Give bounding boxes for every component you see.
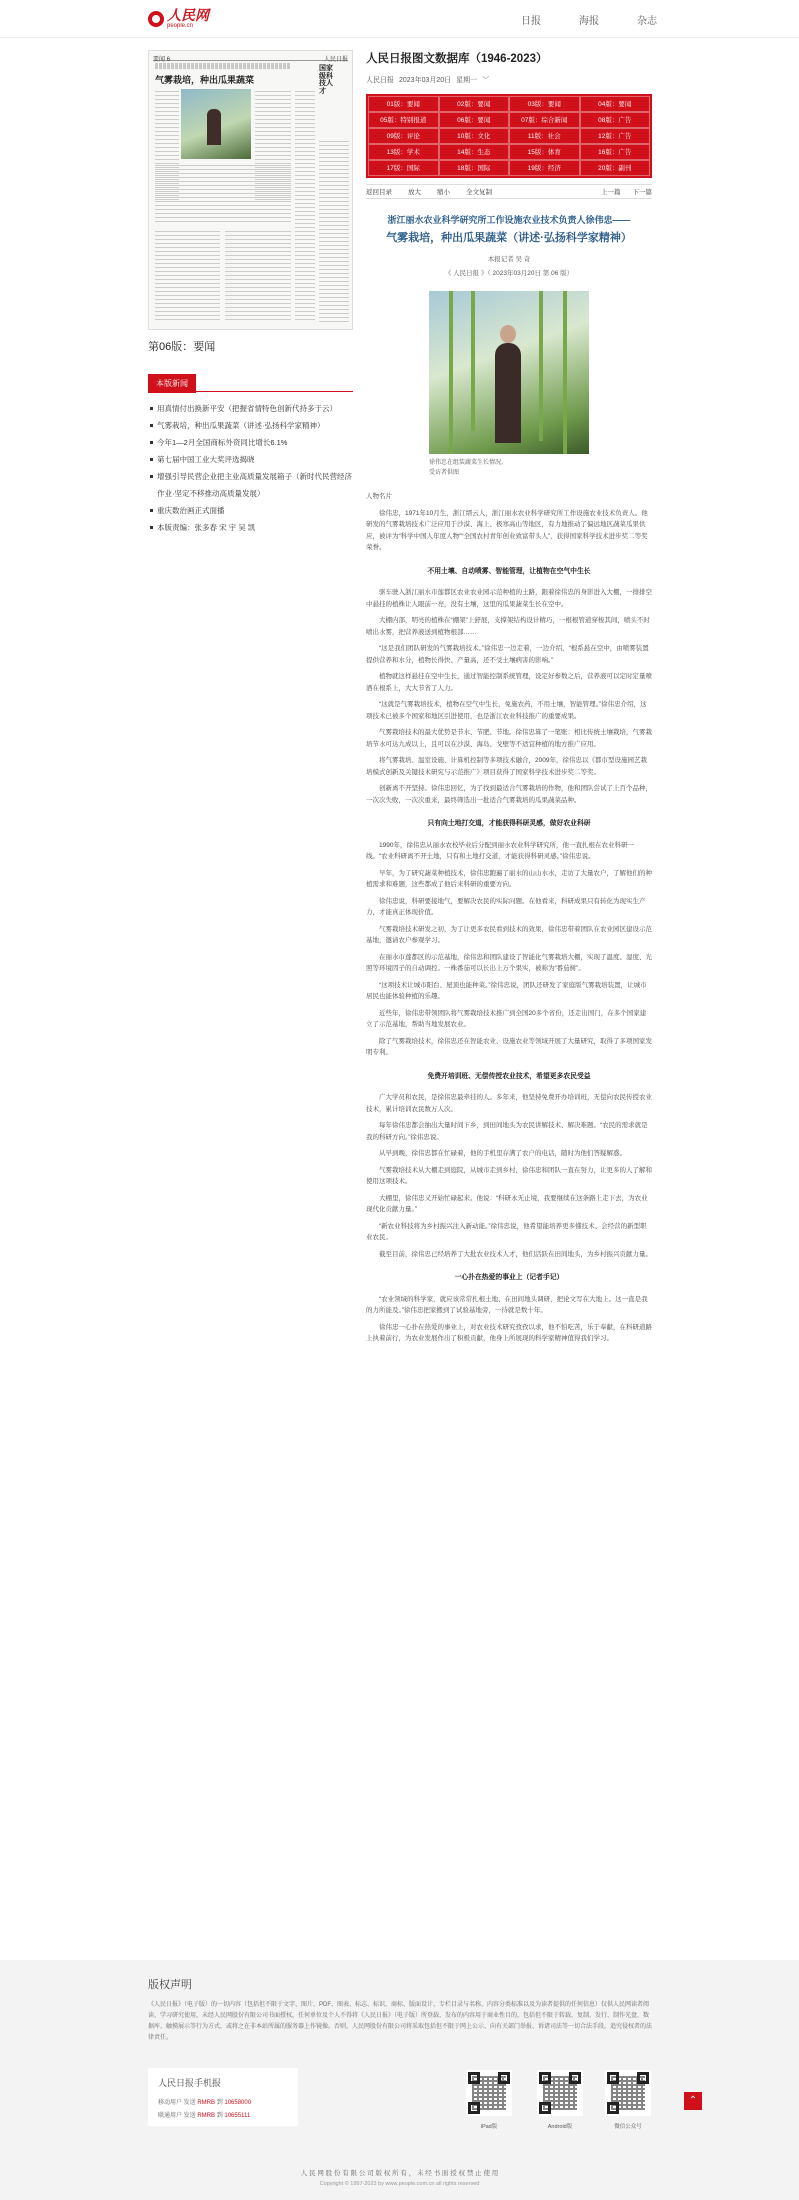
thumbnail-text-block [225,231,291,323]
thumbnail-text-block [295,91,315,321]
carrier-label: 联通用户 发送 [158,2113,196,2119]
edition-link[interactable]: 03版：要闻 [509,96,580,112]
article-subheading: 免费开培训班、无偿传授农业技术，希望更多农民受益 [427,1072,591,1080]
thumbnail-masthead [153,54,348,61]
qr-code-android[interactable] [537,2070,583,2116]
article-link[interactable]: 增强引导民营企业把主业高质量发展箱子（新时代民营经济作业·坚定不移推动高质量发展） [148,468,353,502]
thumbnail-vertical-head: 国家级科技人才 [319,65,333,96]
page-thumbnail[interactable] [148,50,353,330]
edition-link[interactable]: 06版：要闻 [439,112,510,128]
logo-subtext: people.cn [167,23,194,29]
article-paragraph: “新农业科技将为乡村振兴注入新动能。”徐伟忠说，他希望能培养更多懂技术、会经营的新型职业农民。 [366,1222,647,1241]
top-bar [0,0,799,38]
qr-label-wechat: 微信公众号 [614,2124,642,2130]
article-paragraph: “这项技术让城市阳台、屋顶也能种菜。”徐伟忠说，团队还研发了家庭版气雾栽培装置，让城市居民也能体验种植的乐趣。 [366,981,647,1000]
publication-info: 《 人民日报 》（ 2023年03月20日 第 06 版） [444,270,574,277]
thumbnail-paper-name: 人民日报 [323,57,348,63]
article-subheading: 不用土壤、自动喷雾、智能管理，让植物在空气中生长 [427,567,591,575]
edition-link[interactable]: 04版：要闻 [580,96,651,112]
mobile-paper-box [148,2068,298,2126]
editors-line: 本版责编：张多春 宋 宇 吴 凯 [148,519,353,536]
article-paragraph: 1990年，徐伟忠从丽水农校毕业后分配到丽水农业科学研究所，他一直扎根在农业科研一线。“农业科研离不开土地，只有和土地打交道，才能获得科研灵感。”徐伟忠说。 [366,841,634,860]
back-to-index-button[interactable]: 返回目录 [366,189,392,196]
sms-code: RMRB [197,2100,216,2106]
article-paragraph: 创新离不开坚持。徐伟忠回忆，为了找到最适合气雾栽培的作物，他和团队尝试了上百个品种，一次次失败，一次次重来，最终筛选出一批适合气雾栽培的瓜果蔬菜品种。 [366,785,652,804]
article-paragraph: 从早到晚，徐伟忠都在忙碌着，他的手机里存满了农户的电话，随时为他们答疑解惑。 [379,1150,626,1157]
edition-link[interactable]: 14版：生态 [439,144,510,160]
edition-link[interactable]: 08版：广告 [580,112,651,128]
sms-number: 10655111 [224,2113,251,2119]
nav-item-magazine[interactable]: 杂志 [637,16,657,27]
article-heading [366,213,652,245]
copyright-english: Copyright © 1997-2023 by www.people.com.cn all rights reserved [319,2181,480,2187]
qr-code-wechat[interactable] [605,2070,651,2116]
article-paragraph: 每年徐伟忠都会抽出大量时间下乡，到田间地头为农民讲解技术、解决难题。“农民的需求就是我的科研方向。”徐伟忠说。 [366,1122,648,1141]
article-paragraph: 大棚里，徐伟忠又开始忙碌起来。他说：“科研永无止境，我要继续在这条路上走下去，为农业现代化贡献力量。” [366,1194,648,1213]
edition-link[interactable]: 10版：文化 [439,128,510,144]
people-logo[interactable] [148,8,209,30]
sms-number: 10658000 [224,2100,252,2106]
thumbnail-headline: 气雾栽培，种出瓜果蔬菜 [155,75,255,85]
zoom-out-button[interactable]: 缩小 [437,189,450,196]
edition-link[interactable]: 02版：要闻 [439,96,510,112]
article-link[interactable]: 用真情付出换新平安（把握省情特色创新代持多于云） [148,400,353,417]
copyright-text: 《人民日报》（电子版）的一切内容（包括但不限于文字、图片、PDF、图表、标志、标识、商标、版面设计、专栏目录与名称、内容分类标准以及为读者提供的任何信息）仅供人民网读者阅读、学习研究使用，未经人民网股份有限公司书面授权，任何单位及个人不得将《人民日报》（电子版）所登载、发布的内容用于商业性目的，包括但不限于转载、复制、发行、制作光盘、数据库、触摸展示等行为方式，或将之在非本站所属的服务器上作镜像。否则，人民网股份有限公司将采取包括但不限于网上公示、向有关部门举报、诉诸司法等一切合法手段，追究侵权者的法律责任。 [148,2002,653,2041]
edition-link[interactable]: 15版：体育 [509,144,580,160]
article-paragraph: “这是我们团队研发的气雾栽培技术。”徐伟忠一边走着，一边介绍，“根系悬在空中，由喷雾装置提供营养和水分，植物长得快、产量高，还不受土壤病害的影响。” [366,645,649,664]
chevron-down-icon[interactable]: ﹀ [482,77,490,84]
article-paragraph: 植物就这样悬挂在空中生长，通过智能控制系统管理，设定好参数之后，营养液可以定时定量喷洒在根系上，大大节省了人力。 [366,673,652,692]
issue-weekday: 星期一 [456,77,478,84]
article-paragraph: 将气雾栽培、温室设施、计算机控制等多项技术融合，2009年，徐伟忠以《都市型设施园艺栽培模式创新及关键技术研究与示范推广》项目获得了国家科学技术进步奖二等奖。 [366,757,647,776]
article-link[interactable]: 第七届中国工业大奖评选揭晓 [148,451,353,468]
article-paragraph: 徐伟忠说，科研要接地气，要解决农民的实际问题。在他看来，科研成果只有转化为现实生产力，才能真正体现价值。 [366,897,646,916]
article-paragraph: 驱车驶入浙江丽水市莲都区农业农业园示范种植的土路，跟着徐伟忠的身影进入大棚，一排排空中悬挂的植株让人眼前一亮，没有土壤，这里的瓜果蔬菜生长在空中。 [366,589,652,608]
article-paragraph: 除了气雾栽培技术，徐伟忠还在智能农业、设施农业等领域开展了大量研究，取得了多项国家发明专利。 [366,1037,652,1056]
article-paragraph: 气雾栽培技术的最大优势是节水、节肥、节地。徐伟忠算了一笔账：相比传统土壤栽培，气雾栽培节水可达九成以上，且可以在沙漠、海岛、戈壁等不适宜种植的地方推广应用。 [366,729,652,748]
section-tab [148,374,353,392]
edition-link[interactable]: 11版：社会 [509,128,580,144]
article-body [366,491,652,1345]
article-link[interactable]: 重庆数治画正式面播 [148,502,353,519]
qr-label-ipad: iPad版 [480,2124,498,2130]
edition-grid [366,94,652,178]
thumbnail-photo [181,89,251,159]
copy-full-text-button[interactable]: 全文复制 [466,189,492,196]
nav-item-poster[interactable]: 海报 [579,16,599,27]
issue-date: 2023年03月20日 [399,77,452,84]
qr-code-ipad[interactable] [466,2070,512,2116]
photo-vine [539,291,543,441]
edition-link[interactable]: 05版：特别报道 [368,112,439,128]
right-column [366,50,652,1350]
thumbnail-text-block [319,141,349,323]
article-paragraph: 在丽水市莲都区的示范基地，徐伟忠和团队建设了智能化气雾栽培大棚，实现了温度、湿度、光照等环境因子的自动调控。一株番茄可以长出上万个果实，被称为“番茄树”。 [366,953,652,972]
edition-link[interactable]: 09版：评论 [368,128,439,144]
edition-link[interactable]: 13版：学术 [368,144,439,160]
back-to-top-icon[interactable]: ⌃ [684,2092,702,2110]
tab-this-page-news[interactable]: 本版新闻 [148,374,196,393]
article-paragraph: 早年，为了研究蔬菜种植技术，徐伟忠跑遍了丽水的山山水水，走访了大量农户，了解他们的种植需求和难题，这些都成了他后来科研的重要方向。 [366,869,652,888]
thumbnail-subline [155,63,290,69]
copyright-line: 人 民 网 股 份 有 限 公 司 版 权 所 有 ， 未 经 书 面 授 权 禁 止 使 用 [300,2170,499,2177]
paper-name: 人民日报 [366,77,394,84]
left-column [148,50,353,536]
article-paragraph: 截至目前，徐伟忠已经培养了大批农业技术人才，他们活跃在田间地头，为乡村振兴贡献力量。 [379,1250,652,1258]
article-paragraph: 广大学员和农民，是徐伟忠最牵挂的人。多年来，他坚持免费开办培训班，无偿向农民传授农业技术，累计培训农民数万人次。 [366,1094,652,1113]
edition-link[interactable]: 17版：国际 [368,160,439,176]
article-paragraph: 人物名片 [366,493,392,500]
thumbnail-text-block [155,165,291,225]
article-link[interactable]: 气雾栽培，种出瓜果蔬菜（讲述·弘扬科学家精神） [148,417,353,434]
photo-person-head [500,325,516,343]
article-paragraph: 徐伟忠一心扑在热爱的事业上，对农业技术研究孜孜以求，他不怕吃苦，乐于奉献，在科研道路上执着前行，为农业发展作出了积极贡献，他身上所展现的科学家精神值得我们学习。 [366,1323,652,1342]
thumbnail-edition: 要闻 6 [153,57,171,63]
article-link[interactable]: 今年1—2月全国商标外资同比增长6.1% [148,434,353,451]
article-photo [429,291,589,454]
logo-mark-icon [148,11,164,27]
mobile-paper-title: 人民日报手机报 [158,2078,222,2088]
article-paragraph: 徐伟忠，1971年10月生，浙江缙云人，浙江丽水农业科学研究所工作设施农业技术负责人。他研发的气雾栽培技术广泛应用于沙漠、海上、极寒高山等地区，有力地推动了偏远地区蔬菜瓜果供应，被评为“科学中国人年度人物”“全国农村青年创业致富带头人”，获得国家科学技术进步奖二等奖荣誉。 [366,509,648,551]
logo-text: 人民网 [167,8,209,24]
article-toolbar [366,184,652,199]
photo-person [495,343,521,443]
article-paragraph: 气雾栽培技术研发之初，为了让更多农民看到技术的效果，徐伟忠带着团队在农业园区建设示范基地，邀请农户参观学习。 [366,925,652,944]
edition-link[interactable]: 12版：广告 [580,128,651,144]
edition-link[interactable]: 16版：广告 [580,144,651,160]
qr-label-android: Android版 [547,2124,573,2130]
date-selector[interactable] [366,75,652,85]
page-label: 第06版：要闻 [148,341,216,353]
photo-vine [449,291,453,454]
photo-caption: 徐伟忠在组装蔬菜生长情况。 受访者供图 [429,460,508,476]
copyright-title: 版权声明 [148,1979,192,1991]
next-article-button[interactable]: 下一篇 [632,189,652,196]
top-nav [505,12,679,27]
photo-vine [471,291,475,431]
database-title: 人民日报图文数据库（1946-2023） [366,53,548,65]
edition-link[interactable]: 01版：要闻 [368,96,439,112]
article-subheading: 只有向土地打交道，才能获得科研灵感，做好农业科研 [427,820,591,827]
article-author: 本报记者 吴 奇 [487,256,531,263]
edition-link[interactable]: 07版：综合新闻 [509,112,580,128]
article-subheading: 一心扑在热爱的事业上（记者手记） [454,1274,564,1281]
nav-item-daily[interactable]: 日报 [521,16,541,27]
edition-link[interactable]: 18版：国际 [439,160,510,176]
prev-article-button[interactable]: 上一篇 [601,189,621,196]
sms-to: 到 [216,2113,223,2119]
zoom-in-button[interactable]: 放大 [408,189,421,196]
article-paragraph: 近些年，徐伟忠带领团队将气雾栽培技术推广到全国20多个省份，还走出国门，在多个国家建立了示范基地，帮助当地发展农业。 [366,1009,647,1028]
footer [0,1960,799,2200]
article-list [148,400,353,536]
edition-link[interactable]: 20版：副刊 [580,160,651,176]
article-paragraph: 气雾栽培技术从大棚走到庭院，从城市走到乡村，徐伟忠和团队一直在努力，让更多的人了解和使用这项技术。 [366,1166,652,1185]
article-paragraph: 大棚内部，明亮的植株在“棚架”上舒展，支撑架结构设计精巧，一根根管道穿梭其间，喷头不时喷出水雾，把营养液送到植物根部…… [366,617,650,636]
photo-vine [563,291,567,454]
sms-to: 到 [216,2100,223,2106]
article-paragraph: “这就是气雾栽培技术，植物在空气中生长，免施农药，不用土壤，智能管理。”徐伟忠介绍，这项技术已被多个国家和地区引进使用，也是浙江农业科技推广的重要成果。 [366,701,647,720]
mobile-paper-line [158,2097,251,2106]
article-title: 气雾栽培，种出瓜果蔬菜（讲述·弘扬科学家精神） [386,232,632,244]
mobile-paper-line [158,2110,250,2119]
article-paragraph: “农业领域的科学家，就应该常常扎根土地、在田间地头调研，把论文写在大地上。这一直是我的力所能及。”徐伟忠把家搬到了试验基地旁，一待就是数十年。 [366,1295,648,1314]
thumbnail-text-block [155,231,220,323]
carrier-label: 移动用户 发送 [158,2100,196,2106]
edition-link[interactable]: 19版：经济 [509,160,580,176]
article-pretitle: 浙江丽水农业科学研究所工作设施农业技术负责人徐伟忠—— [387,215,631,225]
sms-code: RMRB [197,2113,216,2119]
